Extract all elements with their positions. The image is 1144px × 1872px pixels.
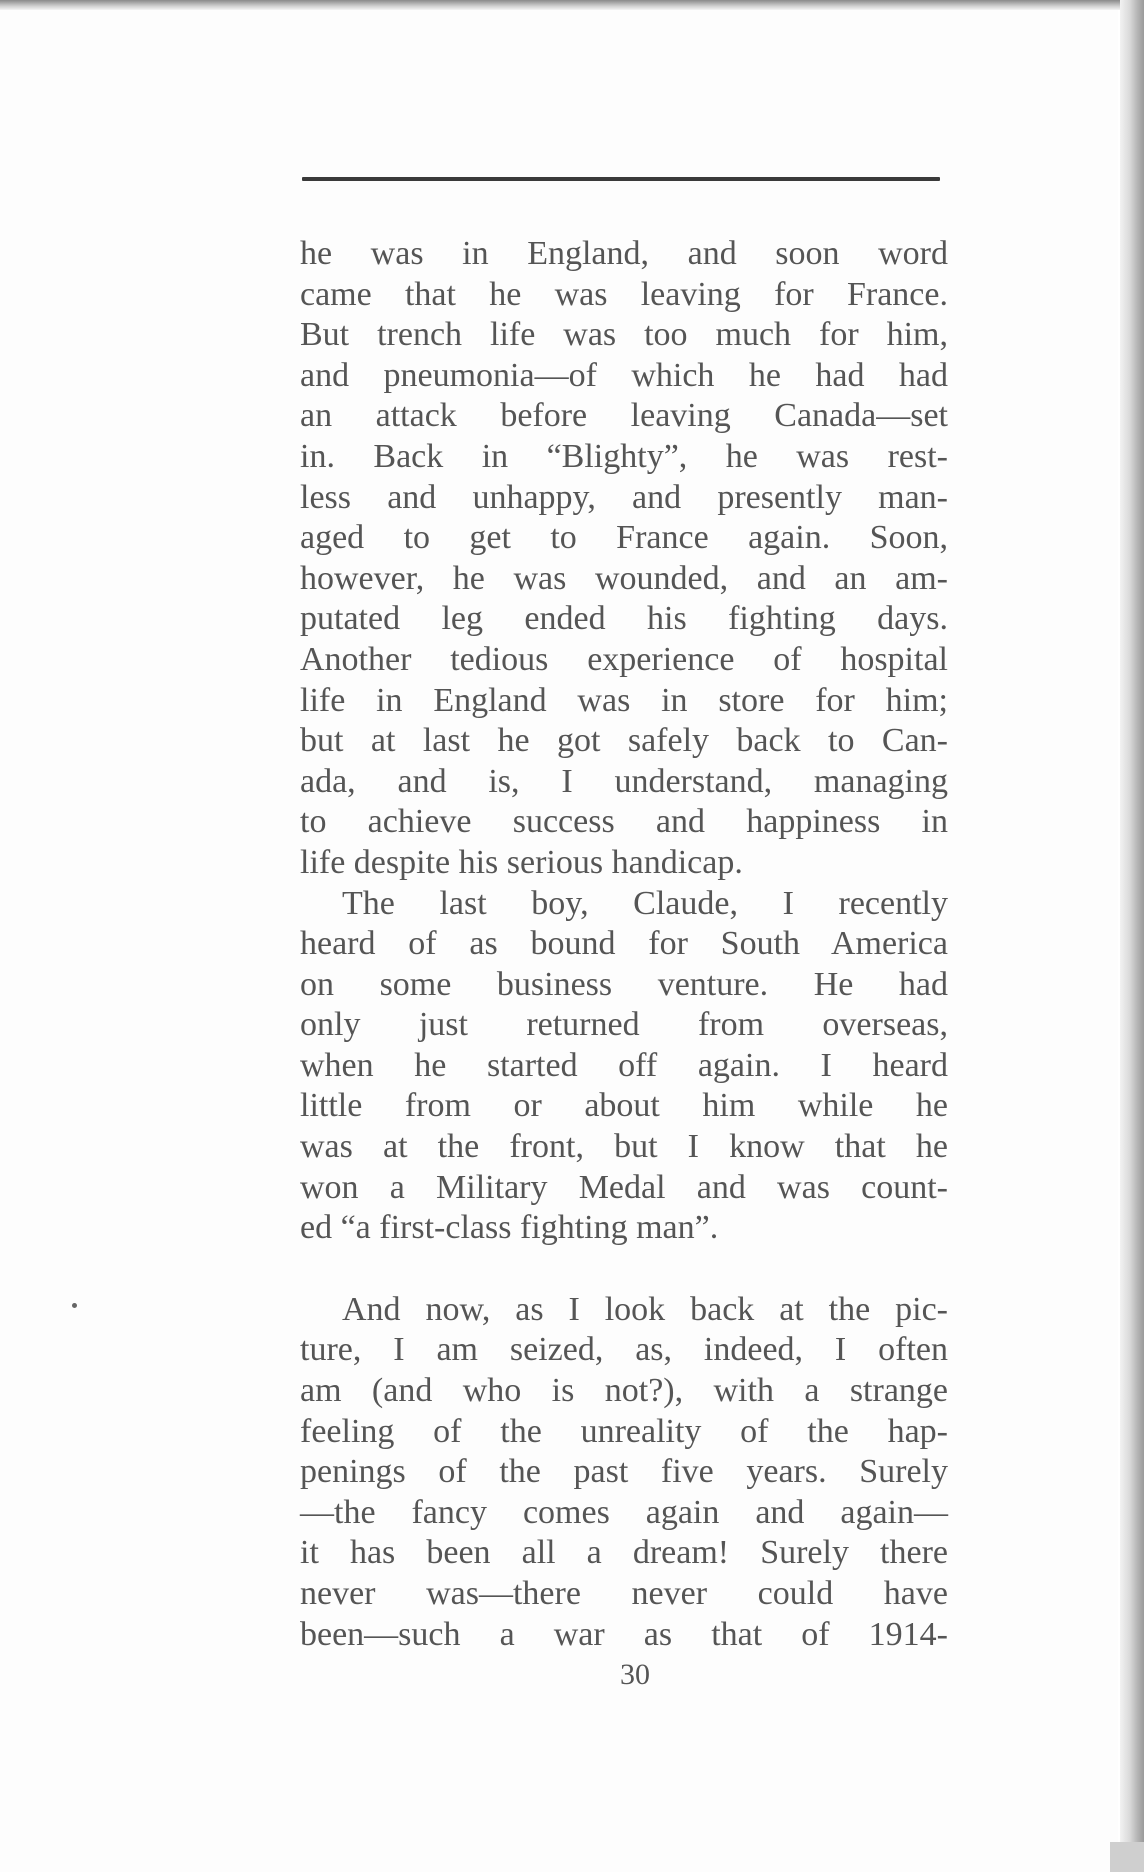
text-line: But trench life was too much for him, [300,316,948,354]
paragraph-3 [300,1290,948,1655]
text-line: to achieve success and happiness in [300,803,948,841]
paragraph-2 [300,884,948,1249]
text-line: an attack before leaving Canada—set [300,397,948,435]
text-line: and pneumonia—of which he had had [300,356,948,394]
text-line: on some business venture. He had [300,965,948,1003]
text-line: aged to get to France again. Soon, [300,519,948,557]
body-text [300,234,948,1655]
text-line: Another tedious experience of hospital [300,640,948,678]
text-line: am (and who is not?), with a strange [300,1372,948,1410]
text-line: ada, and is, I understand, managing [300,762,948,800]
text-line: penings of the past five years. Surely [300,1453,948,1491]
text-line: —the fancy comes again and again— [300,1493,948,1531]
text-line: never was—there never could have [300,1575,948,1612]
page-number: 30 [620,1658,650,1691]
text-line: little from or about him while he [300,1087,948,1125]
text-line: feeling of the unreality of the hap- [300,1412,948,1450]
scan-right-edge [1120,0,1144,1872]
scan-corner-shadow [1110,1842,1144,1872]
text-line: however, he was wounded, and an am- [300,559,948,597]
text-line: was at the front, but I know that he [300,1128,948,1166]
book-page [0,10,1118,1872]
text-line: heard of as bound for South America [300,925,948,963]
text-line: less and unhappy, and presently man- [300,478,948,516]
text-line: putated leg ended his fighting days. [300,600,948,638]
text-line: only just returned from overseas, [300,1006,948,1044]
margin-speck [72,1303,77,1308]
text-line: ed “a first-class fighting man”. [300,1209,719,1247]
text-line: in. Back in “Blighty”, he was rest- [300,437,948,475]
text-line: when he started off again. I heard [300,1046,948,1084]
text-line: life despite his serious handicap. [300,843,743,881]
text-line: ture, I am seized, as, indeed, I often [300,1331,948,1369]
text-line: The last boy, Claude, I recently [342,884,948,922]
paragraph-1 [300,234,948,884]
scan-top-edge [0,0,1144,10]
header-rule [302,177,940,181]
text-line: And now, as I look back at the pic- [342,1290,948,1328]
text-line: came that he was leaving for France. [300,275,948,313]
text-line: but at last he got safely back to Can- [300,722,948,760]
text-line: he was in England, and soon word [300,235,948,272]
text-line: life in England was in store for him; [300,681,948,719]
text-line: it has been all a dream! Surely there [300,1534,948,1572]
text-line: been—such a war as that of 1914- [300,1615,948,1653]
text-line: won a Military Medal and was count- [300,1168,948,1206]
